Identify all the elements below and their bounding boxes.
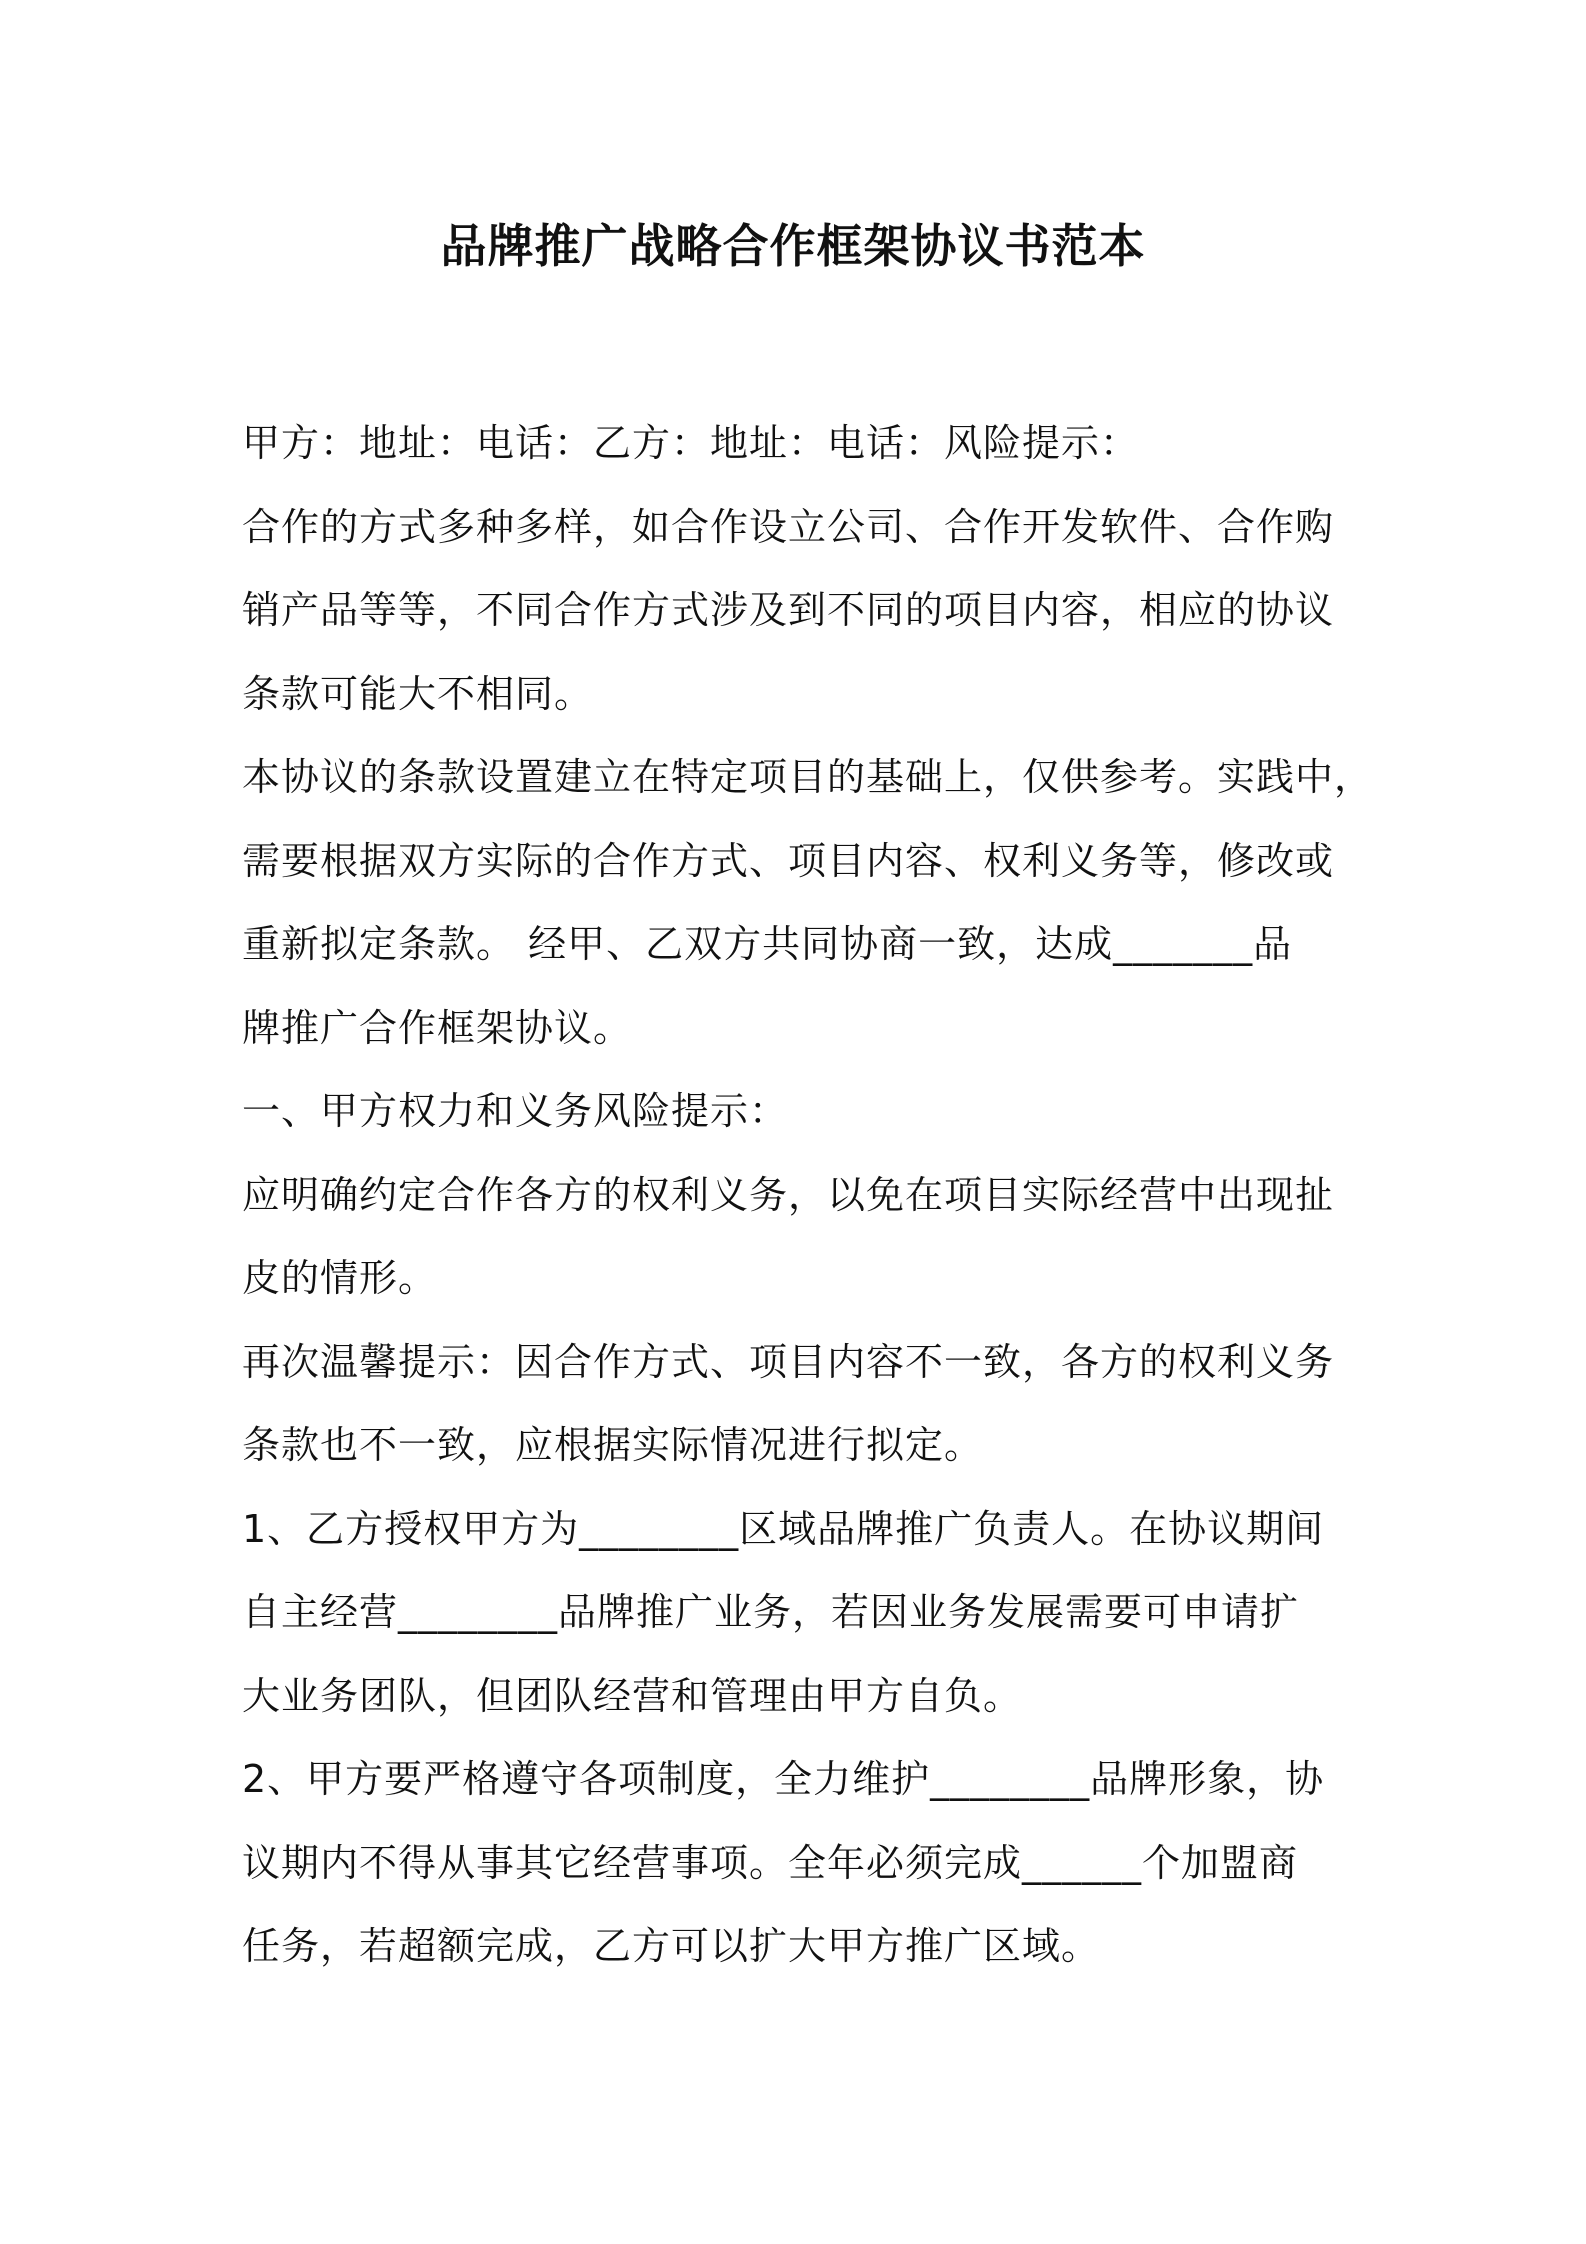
body-line: 皮的情形。: [242, 1256, 438, 1300]
section-heading: 一、甲方权力和义务风险提示：: [242, 1089, 789, 1133]
body-line: 应明确约定合作各方的权利义务，以免在项目实际经营中出现扯: [242, 1172, 1335, 1217]
body-line: 需要根据双方实际的合作方式、项目内容、权利义务等，修改或: [242, 838, 1335, 883]
body-line: 自主经营________品牌推广业务，若因业务发展需要可申请扩: [242, 1590, 1300, 1634]
body-line: 本协议的条款设置建立在特定项目的基础上，仅供参考。实践中，: [242, 755, 1374, 799]
body-line: 再次温馨提示：因合作方式、项目内容不一致，各方的权利义务: [242, 1339, 1335, 1384]
body-line: 条款可能大不相同。: [242, 671, 594, 716]
body-line: 2、甲方要严格遵守各项制度，全力维护________品牌形象，协: [242, 1757, 1325, 1801]
body-line: 销产品等等，不同合作方式涉及到不同的项目内容，相应的协议: [242, 588, 1335, 632]
body-line: 条款也不一致，应根据实际情况进行拟定。: [242, 1423, 984, 1467]
body-line: 合作的方式多种多样，如合作设立公司、合作开发软件、合作购: [242, 504, 1335, 549]
body-line: 牌推广合作框架协议。: [242, 1005, 633, 1050]
document-body: [242, 402, 1374, 1989]
body-line: 任务，若超额完成，乙方可以扩大甲方推广区域。: [242, 1924, 1101, 1968]
body-line: 甲方：地址：电话：乙方：地址：电话：风险提示：: [242, 421, 1140, 465]
body-line: 1、乙方授权甲方为________区域品牌推广负责人。在协议期间: [242, 1506, 1325, 1551]
body-line: 大业务团队，但团队经营和管理由甲方自负。: [242, 1673, 1023, 1718]
body-line: 重新拟定条款。 经甲、乙双方共同协商一致，达成_______品: [242, 922, 1293, 966]
body-line: 议期内不得从事其它经营事项。全年必须完成______个加盟商: [242, 1840, 1299, 1885]
document-title: 品牌推广战略合作框架协议书范本: [440, 219, 1146, 273]
